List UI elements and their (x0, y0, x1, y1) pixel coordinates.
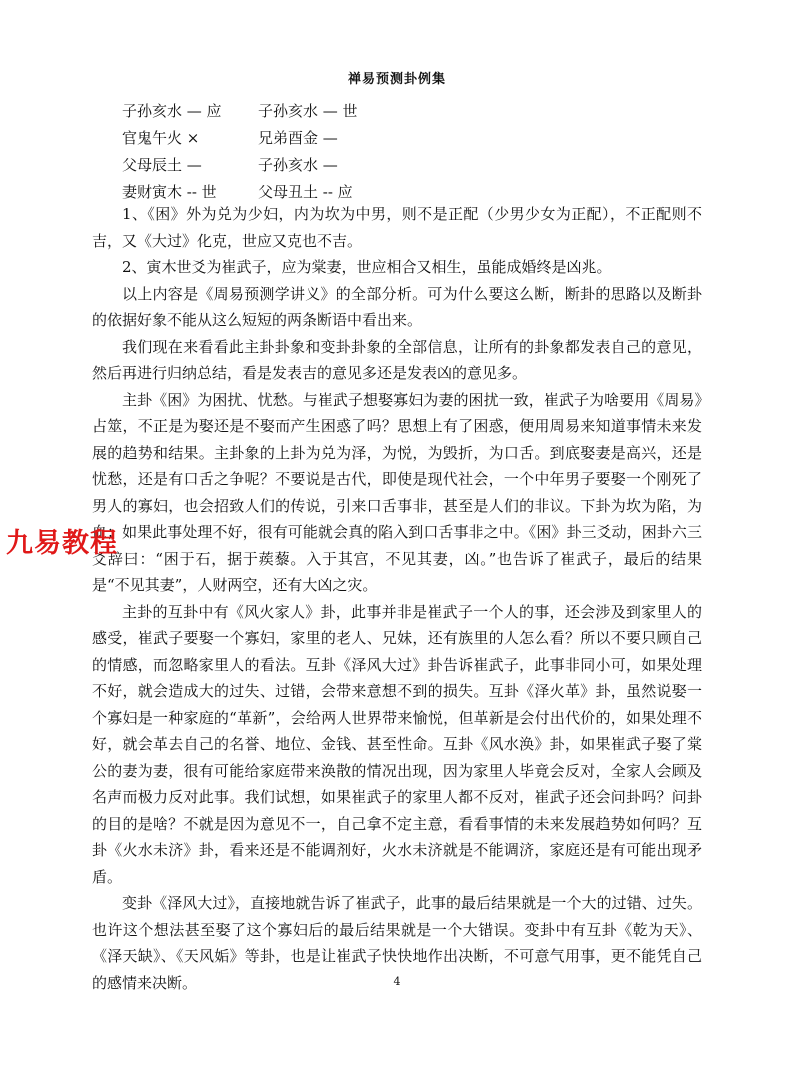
hexagram-line-left: 官鬼午火 × (122, 129, 200, 147)
hexagram-line-left: 妻财寅木 -- 世 (122, 183, 217, 201)
page-number: 4 (393, 975, 401, 988)
hexagram-line-right: 子孙亥水 — 世 (258, 102, 358, 120)
hexagram-row (122, 152, 358, 179)
paragraph: 主卦的互卦中有《风火家人》卦，此事并非是崔武子一个人的事，还会涉及到家里人的感受，崔武子要娶一个寡妇，家里的老人、兄妹，还有族里的人怎么看？所以不要只顾自己的情感，而忽略家里人的看法。互卦《泽风大过》卦告诉崔武子，此事非同小可，如果处理不好，就会造成大的过失、过错，会带来意想不到的损失。互卦《泽火革》卦，虽然说娶一个寡妇是一种家庭的“革新”，会给两人世界带来愉悦，但革新是会付出代价的，如果处理不好，就会革去自己的名誉、地位、金钱、甚至性命。互卦《风水涣》卦，如果崔武子娶了棠公的妻为妻，很有可能给家庭带来涣散的情况出现，因为家里人毕竟会反对，全家人会顾及名声而极力反对此事。我们试想，如果崔武子的家里人都不反对，崔武子还会问卦吗？问卦的目的是啥？不就是因为意见不一，自己拿不定主意，看看事情的未来发展趋势如何吗？互卦《火水未济》卦，看来还是不能调剂好，火水未济就是不能调济，家庭还是有可能出现矛盾。 (92, 602, 702, 886)
hexagram-line-right: 父母丑土 -- 应 (258, 183, 353, 201)
hexagram-line-right: 子孙亥水 — (258, 156, 338, 174)
paragraph: 变卦《泽风大过》，直接地就告诉了崔武子，此事的最后结果就是一个大的过错、过失。也许这个想法甚至娶了这个寡妇后的最后结果就是一个大错误。变卦中有互卦《乾为天》、《泽天缺》、《天风姤》等卦，也是让崔武子快快地作出决断，不可意气用事，更不能凭自己的感情来决断。 (92, 894, 702, 992)
paragraph: 2、寅木世爻为崔武子，应为棠妻，世应相合又相生，虽能成婚终是凶兆。 (122, 258, 612, 276)
paragraph: 以上内容是《周易预测学讲义》的全部分析。可为什么要这么断，断卦的思路以及断卦的依据好象不能从这么短短的两条断语中看出来。 (92, 284, 702, 329)
hexagram-line-right: 兄弟酉金 — (258, 129, 338, 147)
hexagram-table (122, 98, 358, 206)
hexagram-row (122, 125, 358, 152)
paragraph: 我们现在来看看此主卦卦象和变卦卦象的全部信息，让所有的卦象都发表自己的意见，然后再进行归纳总结，看是发表吉的意见多还是发表凶的意见多。 (92, 337, 702, 382)
body-text (92, 201, 702, 996)
hexagram-line-left: 子孙亥水 — 应 (122, 102, 222, 120)
page-header-title: 禅易预测卦例集 (347, 72, 446, 87)
watermark-text: 九易教程 (6, 528, 118, 559)
paragraph: 主卦《困》为困扰、忧愁。与崔武子想娶寡妇为妻的困扰一致，崔武子为啥要用《周易》占筮，不正是为娶还是不娶而产生困惑了吗？思想上有了困惑，便用周易来知道事情未来发展的趋势和结果。主卦象的上卦为兑为泽，为悦，为毁折，为口舌。到底娶妻是高兴，还是忧愁，还是有口舌之争呢？不要说是古代，即使是现代社会，一个中年男子要娶一个刚死了男人的寡妇，也会招致人们的传说，引来口舌事非，甚至是人们的非议。下卦为坎为陷，为血；如果此事处理不好，很有可能就会真的陷入到口舌事非之中。《困》卦三爻动，困卦六三爻辞曰：“困于石，据于蒺藜。入于其宫，不见其妻，凶。”也告诉了崔武子，最后的结果是“不见其妻”，人财两空，还有大凶之灾。 (92, 390, 702, 594)
hexagram-line-left: 父母辰土 — (122, 156, 202, 174)
paragraph: 1、《困》外为兑为少妇，内为坎为中男，则不是正配（少男少女为正配），不正配则不吉，又《大过》化克，世应又克也不吉。 (92, 205, 702, 250)
hexagram-row (122, 98, 358, 125)
